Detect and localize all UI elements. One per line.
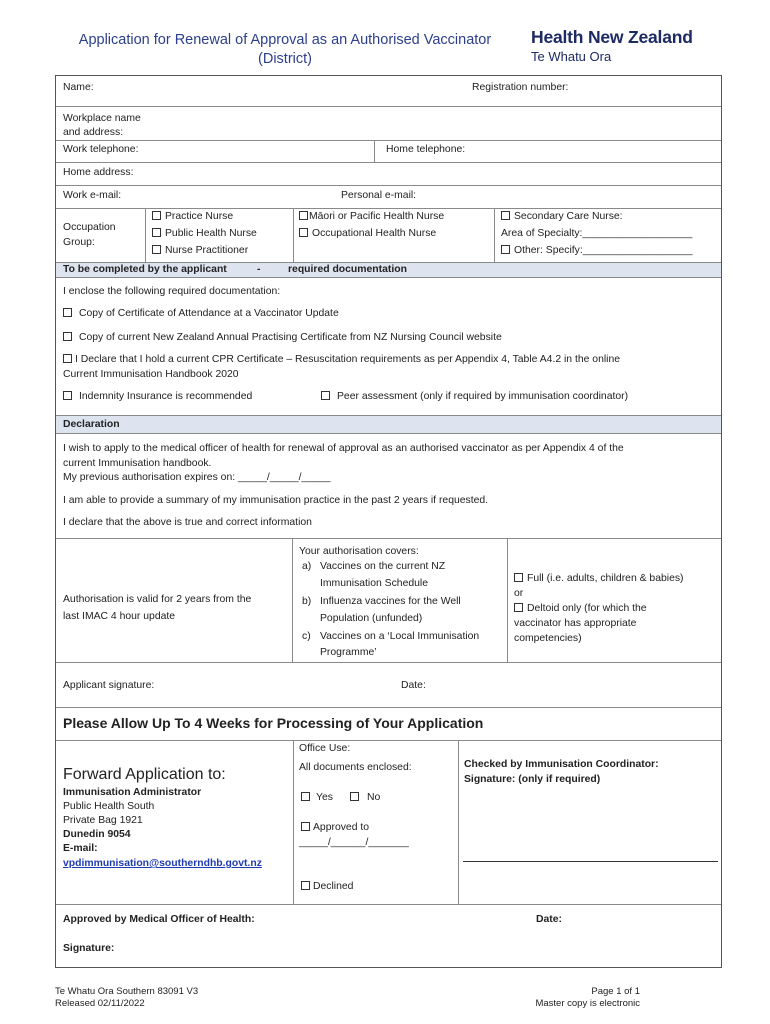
doc-peer-assessment[interactable] [321, 390, 628, 404]
checkbox-icon[interactable] [301, 792, 310, 801]
home-address-row [56, 163, 721, 186]
application-form [55, 75, 722, 968]
documentation-title-dash: - [257, 264, 261, 275]
documentation-intro: I enclose the following required documentation: [63, 286, 281, 297]
cover-c-line1: Vaccines on a ‘Local Immunisation [320, 631, 480, 642]
authorisation-full[interactable] [514, 572, 684, 586]
coordinator-signature-line[interactable] [463, 861, 718, 862]
logo-line1: Health New Zealand [531, 27, 693, 47]
checkbox-icon[interactable] [501, 211, 510, 220]
cover-c-marker: c) [302, 631, 311, 642]
checkbox-icon[interactable] [63, 332, 72, 341]
telephone-divider [374, 141, 375, 162]
forward-office-row [56, 741, 721, 905]
workplace-label-1[interactable]: Workplace name [63, 113, 141, 124]
checkbox-icon[interactable] [514, 573, 523, 582]
doc-item3-label-2: Current Immunisation Handbook 2020 [63, 369, 239, 380]
cover-a-marker: a) [302, 561, 312, 572]
forward-address-1: Public Health South [63, 801, 155, 812]
form-title-line2: (District) [258, 51, 312, 67]
checkbox-icon[interactable] [514, 603, 523, 612]
doc-certificate-attendance[interactable] [63, 307, 339, 321]
checkbox-icon[interactable] [152, 245, 161, 254]
occupation-label-1: Occupation [63, 222, 116, 233]
form-title [40, 31, 530, 69]
checkbox-icon[interactable] [350, 792, 359, 801]
forward-email-link[interactable]: vpdimmunisation@southerndhb.govt.nz [63, 858, 262, 869]
checkbox-icon[interactable] [501, 245, 510, 254]
doc-cpr-certificate[interactable] [63, 353, 620, 367]
forward-recipient: Immunisation Administrator [63, 787, 202, 798]
checkbox-icon[interactable] [321, 391, 330, 400]
forward-address-2: Private Bag 1921 [63, 815, 143, 826]
declaration-text-1: I wish to apply to the medical officer of health for renewal of approval as an authorised vaccinator as per Appendix 4 of the [63, 443, 624, 454]
occupation-other[interactable] [501, 244, 693, 258]
footer-left [55, 986, 198, 1010]
occupation-public-health-nurse[interactable] [152, 227, 257, 241]
authorisation-deltoid-3: competencies) [514, 633, 582, 644]
doc-item4-label: Indemnity Insurance is recommended [79, 391, 253, 402]
email-row [56, 186, 721, 209]
workplace-label-2: and address: [63, 127, 124, 138]
authorisation-deltoid-2: vaccinator has appropriate [514, 618, 637, 629]
home-address-field[interactable]: Home address: [63, 167, 134, 178]
workplace-row [56, 107, 721, 141]
checkbox-icon[interactable] [301, 822, 310, 831]
health-nz-logo [531, 27, 693, 64]
applicant-date-field[interactable]: Date: [401, 680, 426, 691]
other-specify-label: Other: Specify:___________________ [514, 245, 693, 256]
office-approved-label: Approved to [313, 822, 370, 833]
documentation-section-header [56, 263, 721, 278]
footer-right [520, 986, 640, 1010]
occupation-label-2: Group: [63, 237, 95, 248]
forward-heading: Forward Application to: [63, 766, 226, 783]
doc-indemnity-insurance[interactable] [63, 390, 252, 404]
processing-note-row [56, 708, 721, 741]
occupation-divider-1 [145, 209, 146, 262]
authorisation-divider-2 [507, 539, 508, 662]
office-yes[interactable] [301, 791, 333, 805]
name-row [56, 76, 721, 107]
footer-page-number: Page 1 of 1 [591, 986, 640, 997]
maori-pacific-nurse-label: Māori or Pacific Health Nurse [309, 211, 445, 222]
authorisation-or: or [514, 588, 524, 599]
practice-nurse-label: Practice Nurse [165, 211, 234, 222]
area-of-specialty-field[interactable]: Area of Specialty:___________________ [501, 228, 693, 239]
doc-item3-label: I Declare that I hold a current CPR Certificate – Resuscitation requirements as per Appendix 4, Table A4.2 in the online [75, 354, 621, 365]
doc-item2-label: Copy of current New Zealand Annual Practising Certificate from NZ Nursing Council website [79, 332, 502, 343]
office-no[interactable] [350, 791, 380, 805]
occupation-divider-3 [494, 209, 495, 262]
processing-note: Please Allow Up To 4 Weeks for Processing of Your Application [63, 715, 484, 731]
doc-item5-label: Peer assessment (only if required by immunisation coordinator) [337, 391, 629, 402]
declaration-title: Declaration [63, 419, 120, 430]
work-email-field[interactable]: Work e-mail: [63, 190, 122, 201]
telephone-row [56, 141, 721, 163]
secondary-care-nurse-label: Secondary Care Nurse: [514, 211, 623, 222]
home-telephone-field[interactable]: Home telephone: [386, 144, 466, 155]
approved-date-field[interactable]: _____/______/_______ [299, 837, 409, 848]
checkbox-icon[interactable] [299, 228, 308, 237]
cover-c-line2: Programme’ [320, 647, 377, 658]
nurse-practitioner-label: Nurse Practitioner [165, 245, 249, 256]
previous-authorisation-expiry[interactable]: My previous authorisation expires on: _____/_____/_____ [63, 472, 331, 483]
cover-b-line1: Influenza vaccines for the Well [320, 596, 461, 607]
office-divider-1 [293, 741, 294, 904]
checkbox-icon[interactable] [63, 354, 72, 363]
coordinator-signature-label: Signature: (only if required) [464, 774, 601, 785]
footer-release-date: Released 02/11/2022 [55, 998, 145, 1009]
declaration-text-2: current Immunisation handbook. [63, 458, 212, 469]
declaration-summary: I am able to provide a summary of my immunisation practice in the past 2 years if requested. [63, 495, 489, 506]
cover-b-line2: Population (unfunded) [320, 613, 423, 624]
authorisation-valid-1: Authorisation is valid for 2 years from the [63, 594, 252, 605]
occupation-divider-2 [293, 209, 294, 262]
occupational-health-nurse-label: Occupational Health Nurse [312, 228, 437, 239]
checkbox-icon[interactable] [152, 211, 161, 220]
authorisation-deltoid[interactable] [514, 602, 647, 616]
applicant-signature-row [56, 663, 721, 708]
documentation-title-a: To be completed by the applicant [63, 264, 227, 275]
authorisation-divider-1 [292, 539, 293, 662]
cover-a-line1: Vaccines on the current NZ [320, 561, 446, 572]
checkbox-icon[interactable] [63, 308, 72, 317]
doc-item1-label: Copy of Certificate of Attendance at a Vaccinator Update [79, 308, 339, 319]
moh-approval-row [56, 905, 721, 969]
office-divider-2 [458, 741, 459, 904]
coordinator-check-label: Checked by Immunisation Coordinator: [464, 759, 659, 770]
declaration-section-header [56, 416, 721, 434]
office-approved[interactable] [301, 821, 369, 835]
checkbox-icon[interactable] [152, 228, 161, 237]
occupation-nurse-practitioner[interactable] [152, 244, 248, 258]
footer-document-id: Te Whatu Ora Southern 83091 V3 [55, 986, 199, 997]
authorisation-row [56, 539, 721, 663]
occupation-occupational-health-nurse[interactable] [299, 227, 436, 241]
occupation-maori-pacific-nurse[interactable] [299, 210, 444, 224]
all-documents-enclosed: All documents enclosed: [299, 762, 412, 773]
forward-address-3: Dunedin 9054 [63, 829, 131, 840]
authorisation-covers: Your authorisation covers: [299, 546, 419, 557]
authorisation-valid-2: last IMAC 4 hour update [63, 611, 176, 622]
occupation-practice-nurse[interactable] [152, 210, 233, 224]
documentation-title-b: required documentation [288, 264, 407, 275]
moh-date[interactable]: Date: [536, 914, 562, 925]
office-declined[interactable] [301, 880, 353, 894]
form-title-line1: Application for Renewal of Approval as an Authorised Vaccinator [78, 32, 492, 48]
checkbox-icon[interactable] [299, 211, 308, 220]
authorisation-full-label: Full (i.e. adults, children & babies) [527, 573, 684, 584]
cover-a-line2: Immunisation Schedule [320, 578, 429, 589]
occupation-secondary-care-nurse[interactable] [501, 210, 623, 224]
footer-master-copy: Master copy is electronic [535, 998, 640, 1009]
cover-b-marker: b) [302, 596, 312, 607]
public-health-nurse-label: Public Health Nurse [165, 228, 257, 239]
moh-signature[interactable]: Signature: [63, 943, 115, 954]
work-telephone-field[interactable]: Work telephone: [63, 144, 139, 155]
office-declined-label: Declined [313, 881, 354, 892]
applicant-signature-field[interactable]: Applicant signature: [63, 680, 155, 691]
logo-line2: Te Whatu Ora [531, 49, 612, 64]
declaration-section [56, 434, 721, 539]
personal-email-field[interactable]: Personal e-mail: [341, 190, 417, 201]
documentation-section [56, 278, 721, 416]
forward-email-label: E-mail: [63, 843, 98, 854]
office-use-label: Office Use: [299, 743, 351, 754]
office-no-label: No [367, 792, 381, 803]
moh-approved-by[interactable]: Approved by Medical Officer of Health: [63, 914, 255, 925]
doc-practising-certificate[interactable] [63, 331, 502, 345]
office-yes-label: Yes [316, 792, 333, 803]
name-field[interactable]: Name: [63, 82, 94, 93]
checkbox-icon[interactable] [301, 881, 310, 890]
authorisation-deltoid-label: Deltoid only (for which the [527, 603, 647, 614]
occupation-row [56, 209, 721, 263]
checkbox-icon[interactable] [63, 391, 72, 400]
registration-field[interactable]: Registration number: [472, 82, 569, 93]
declaration-true-correct: I declare that the above is true and correct information [63, 517, 312, 528]
